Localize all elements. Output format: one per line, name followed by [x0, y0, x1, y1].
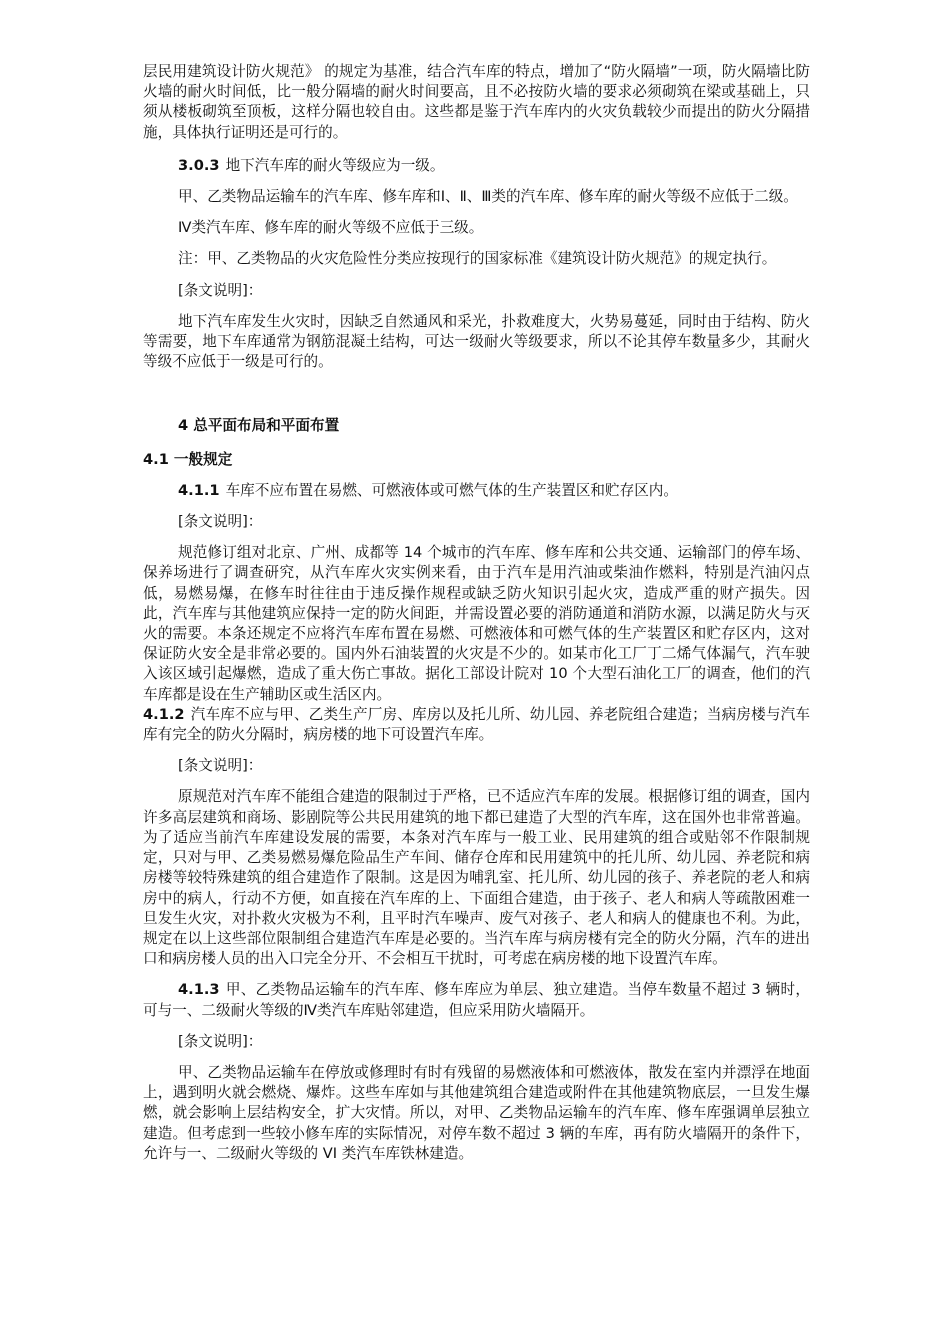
- clause-4-1-3: [143, 980, 810, 1020]
- document-page: [143, 62, 810, 1164]
- explanation-4-1-1: 规范修订组对北京、广州、成都等 14 个城市的汽车库、修车库和公共交通、运输部门的停车场、保养场进行了调查研究，从汽车库火灾实例来看，由于汽车是用汽油或柴油作燃料，特别是汽油闪点低，易燃易爆，在修车时往往由于违反操作规程或缺乏防火知识引起火灾，造成严重的财产损失。因此，汽车库与其他建筑应保持一定的防火间距，并需设置必要的消防通道和消防水源，以满足防火与灭火的需要。本条还规定不应将汽车库布置在易燃、可燃液体和可燃气体的生产装置区和贮存区内，这对保证防火安全是非常必要的。国内外石油装置的火灾是不少的。如某市化工厂丁二烯气体漏气，汽车驶入该区域引起爆燃，造成了重大伤亡事故。据化工部设计院对 10 个大型石油化工厂的调查，他们的汽车库都是设在生产辅助区或生活区内。: [143, 544, 810, 703]
- clause-text: 车库不应布置在易燃、可燃液体或可燃气体的生产装置区和贮存区内。: [225, 481, 678, 499]
- paragraph-intro-continued: 层民用建筑设计防火规范》 的规定为基准，结合汽车库的特点，增加了“防火隔墙”一项，防火隔墙比防火墙的耐火时间低，比一般分隔墙的耐火时间要高，且不必按防火墙的要求必须砌筑在梁或基础上，只须从楼板砌筑至顶板，这样分隔也较自由。这些都是鉴于汽车库内的火灾负载较少而提出的防火分隔措施，具体执行证明还是可行的。: [143, 63, 810, 141]
- explanation-label: [条文说明]：: [178, 1032, 263, 1050]
- clause-text: 汽车库不应与甲、乙类生产厂房、库房以及托儿所、幼儿园、养老院组合建造；当病房楼与汽车库有完全的防火分隔时，病房楼的地下可设置汽车库。: [143, 705, 810, 744]
- chapter-heading: 4 总平面布局和平面布置: [178, 417, 340, 435]
- paragraph-fire-rating-class-4: Ⅳ类汽车库、修车库的耐火等级不应低于三级。: [178, 219, 484, 237]
- clause-4-1-2: [143, 705, 810, 745]
- explanation-label: [条文说明]：: [178, 513, 263, 531]
- clause-number: 4.1.3: [178, 981, 220, 999]
- clause-4-1-1: [143, 481, 810, 501]
- explanation-4-1-3: 甲、乙类物品运输车在停放或修理时有时有残留的易燃液体和可燃液体，散发在室内并漂浮在地面上，遇到明火就会燃烧、爆炸。这些车库如与其他建筑组合建造或附件在其他建筑物底层，一旦发生爆燃，就会影响上层结构安全，扩大灾情。所以，对甲、乙类物品运输车的汽车库、修车库强调单层独立建造。但考虑到一些较小修车库的实际情况，对停车数不超过 3 辆的车库，再有防火墙隔开的条件下，允许与一、二级耐火等级的 VI 类汽车库铁林建造。: [143, 1063, 810, 1162]
- explanation-label: [条文说明]：: [178, 757, 263, 775]
- note-paragraph: 注：甲、乙类物品的火灾危险性分类应按现行的国家标准《建筑设计防火规范》的规定执行。: [178, 250, 777, 268]
- explanation-label: [条文说明]：: [178, 281, 263, 299]
- clause-number: 4.1.2: [143, 705, 185, 723]
- clause-text: 甲、乙类物品运输车的汽车库、修车库应为单层、独立建造。当停车数量不超过 3 辆时，可与一、二级耐火等级的Ⅳ类汽车库贴邻建造，但应采用防火墙隔开。: [143, 981, 810, 1019]
- clause-number: 3.0.3: [178, 156, 220, 174]
- explanation-3-0-3: 地下汽车库发生火灾时，因缺乏自然通风和采光，扑救难度大，火势易蔓延，同时由于结构、防火等需要，地下车库通常为钢筋混凝土结构，可达一级耐火等级要求，所以不论其停车数量多少，其耐火等级不应低于一级是可行的。: [143, 312, 810, 371]
- paragraph-fire-rating-class-1-3: 甲、乙类物品运输车的汽车库、修车库和Ⅰ、Ⅱ、Ⅲ类的汽车库、修车库的耐火等级不应低于二级。: [178, 188, 798, 206]
- section-heading: 4.1 一般规定: [143, 450, 233, 468]
- clause-3-0-3: [143, 156, 810, 176]
- clause-text: 地下汽车库的耐火等级应为一级。: [225, 156, 445, 174]
- clause-number: 4.1.1: [178, 481, 220, 499]
- explanation-4-1-2: 原规范对汽车库不能组合建造的限制过于严格，已不适应汽车库的发展。根据修订组的调查，国内许多高层建筑和商场、影剧院等公共民用建筑的地下都已建造了大型的汽车库，这在国外也非常普遍。为了适应当前汽车库建设发展的需要，本条对汽车库与一般工业、民用建筑的组合或贴邻不作限制规定，只对与甲、乙类易燃易爆危险品生产车间、储存仓库和民用建筑中的托儿所、幼儿园、养老院和病房楼等较特殊建筑的组合建造作了限制。这是因为哺乳室、托儿所、幼儿园的孩子、养老院的老人和病房中的病人，行动不方便，如直接在汽车库的上、下面组合建造，由于孩子、老人和病人等疏散困难一旦发生火灾，对扑救火灾极为不利，且平时汽车噪声、废气对孩子、老人和病人的健康也不利。为此，规定在以上这些部位限制组合建造汽车库是必要的。当汽车库与病房楼有完全的防火分隔，汽车的进出口和病房楼人员的出入口完全分开、不会相互干扰时，可考虑在病房楼的地下设置汽车库。: [143, 788, 810, 968]
